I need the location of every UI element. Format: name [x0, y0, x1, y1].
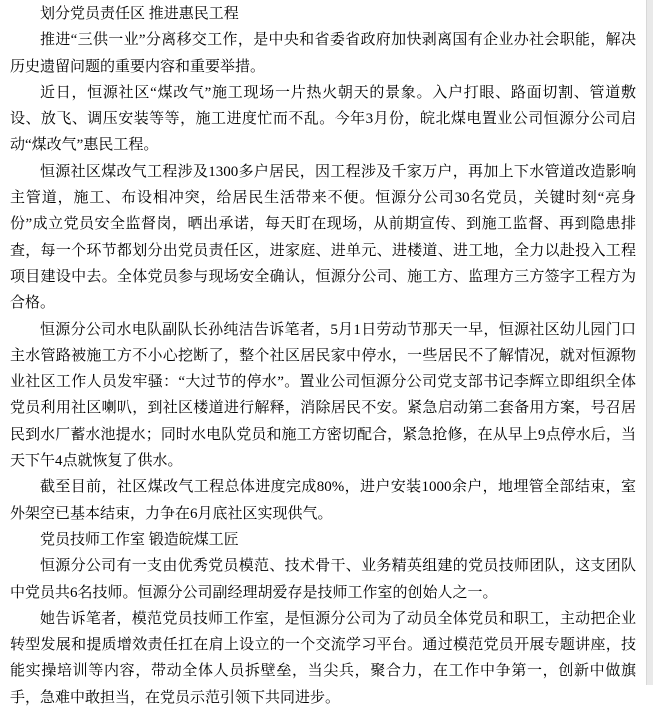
paragraph: 截至目前，社区煤改气工程总体进度完成80%，进户安装1000余户，地埋管全部结束，室外架空已基本结束，力争在6月底社区实现供气。 — [10, 479, 636, 522]
paragraph: 恒源社区煤改气工程涉及1300多户居民，因工程涉及千家万户，再加上下水管道改造影响主管道，施工、布设相冲突，给居民生活带来不便。恒源分公司30名党员，关键时刻“亮身份”成立党员安全监督岗，晒出承诺，每天盯在现场，从前期宣传、到施工监督、再到隐患排查，每一个环节都划分出党员责任区，进家庭、进单元、进楼道、进工地，全力以赴投入工程项目建设中去。全体党员参与现场安全确认，恒源分公司、施工方、监理方三方签字工程方为合格。 — [10, 163, 636, 312]
paragraph: 恒源分公司有一支由优秀党员模范、技术骨干、业务精英组建的党员技师团队，这支团队中党员共6名技师。恒源分公司副经理胡爱存是技师工作室的创始人之一。 — [10, 558, 636, 601]
section-heading: 党员技师工作室 锻造皖煤工匠 — [40, 531, 239, 548]
paragraph: 近日，恒源社区“煤改气”施工现场一片热火朝天的景象。入户打眼、路面切割、管道敷设、放飞、调压安装等等，施工进度忙而不乱。今年3月份，皖北煤电置业公司恒源分公司启动“煤改气”惠民工程。 — [10, 84, 636, 154]
scrollbar-track[interactable] — [646, 0, 653, 685]
paragraph: 恒源分公司水电队副队长孙纯洁告诉笔者，5月1日劳动节那天一早，恒源社区幼儿园门口主水管路被施工方不小心挖断了，整个社区居民家中停水，一些居民不了解情况，就对恒源物业社区工作人员发牢骚：“大过节的停水”。置业公司恒源分公司党支部书记李辉立即组织全体党员利用社区喇叭，到社区楼道进行解释，消除居民不安。紧急启动第二套备用方案，号召居民到水厂蓄水池提水；同时水电队党员和施工方密切配合，紧急抢修，在从早上9点停水后，当天下午4点就恢复了供水。 — [10, 321, 636, 470]
section-heading: 划分党员责任区 推进惠民工程 — [40, 6, 239, 22]
paragraph: 推进“三供一业”分离移交工作，是中央和省委省政府加快剥离国有企业办社会职能，解决历史遗留问题的重要内容和重要举措。 — [10, 32, 636, 75]
document-body — [10, 1, 636, 711]
paragraph: 她告诉笔者，模范党员技师工作室，是恒源分公司为了动员全体党员和职工，主动把企业转型发展和提质增效责任扛在肩上设立的一个交流学习平台。通过模范党员开展专题讲座，技能实操培训等内容，带动全体人员拆壁垒，当尖兵，聚合力，在工作中争第一，创新中做旗手，急难中敢担当，在党员示范引领下共同进步。 — [10, 610, 636, 706]
